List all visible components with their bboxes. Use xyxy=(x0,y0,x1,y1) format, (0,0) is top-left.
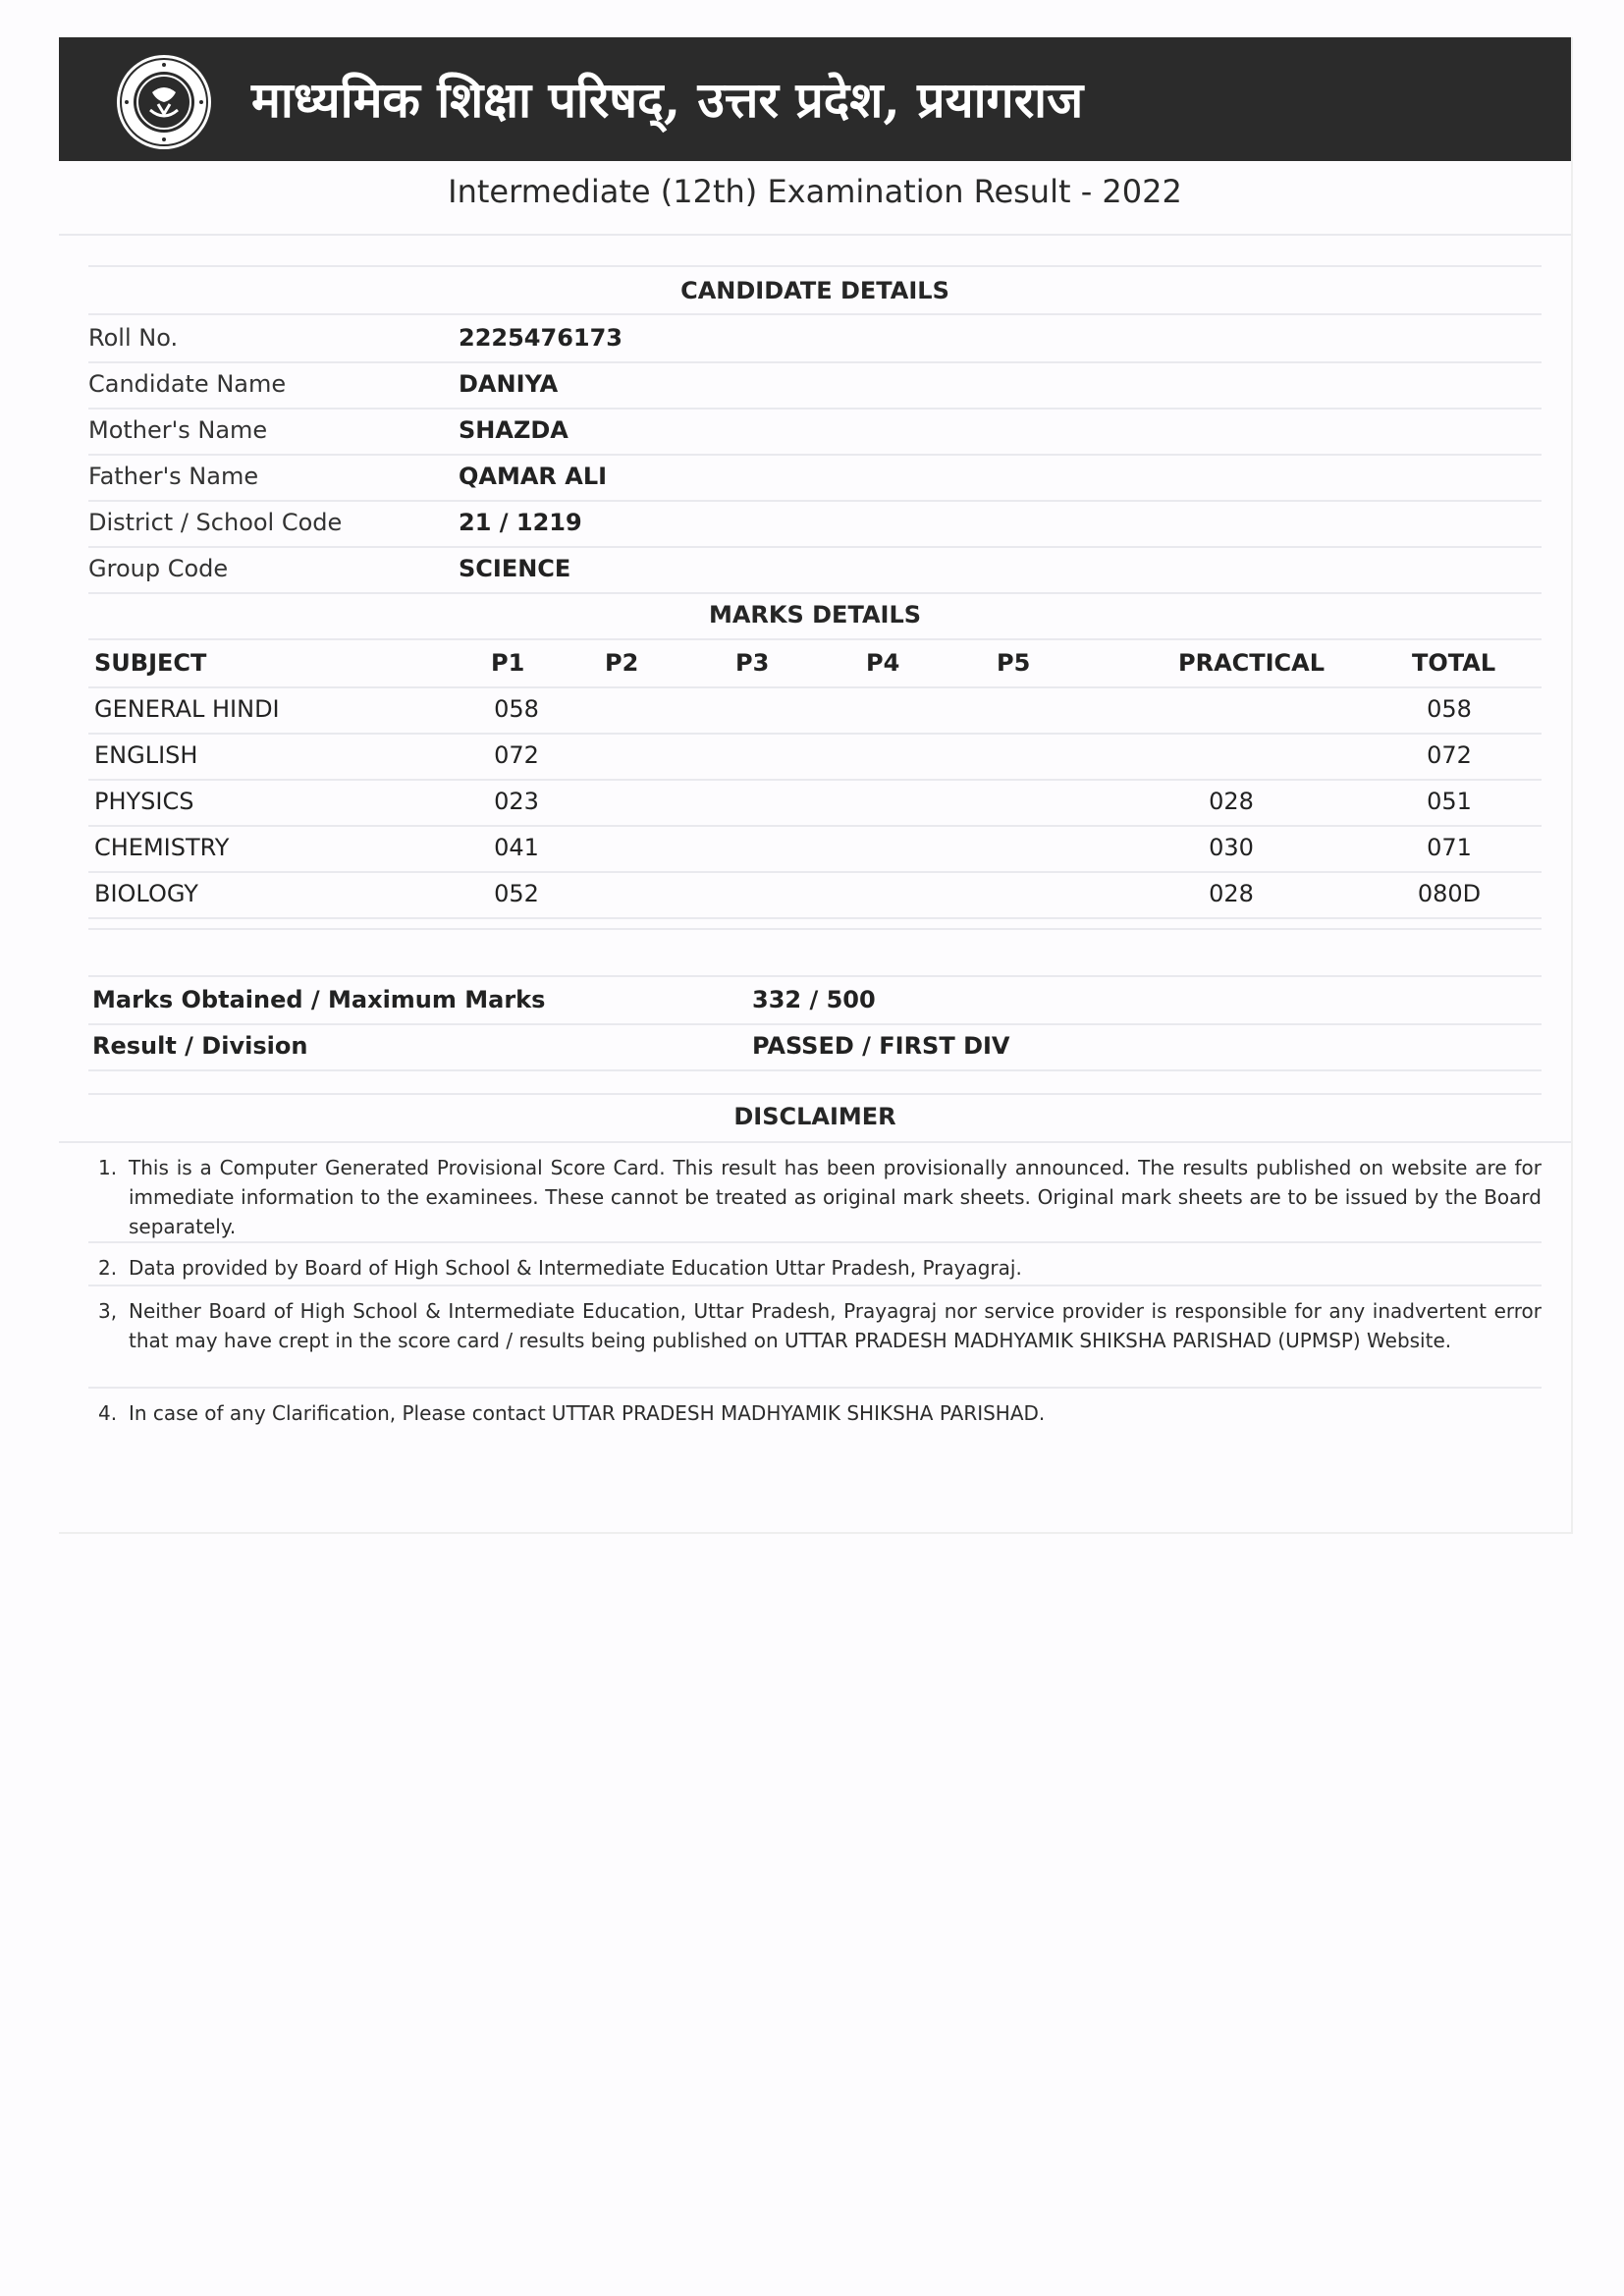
col-header-p5: P5 xyxy=(997,649,1031,677)
col-header-total: TOTAL xyxy=(1412,649,1496,677)
field-group-code xyxy=(88,546,1542,594)
field-district-school-code xyxy=(88,500,1542,548)
p1-cell: 023 xyxy=(494,788,539,815)
total-cell: 071 xyxy=(1427,834,1472,861)
col-header-p4: P4 xyxy=(866,649,900,677)
table-row xyxy=(88,779,1542,827)
field-label: Candidate Name xyxy=(88,370,287,398)
disclaimer-number: 3, xyxy=(98,1299,118,1323)
field-value: 21 / 1219 xyxy=(459,509,582,536)
field-value: SCIENCE xyxy=(459,555,571,582)
col-header-practical: PRACTICAL xyxy=(1178,649,1326,677)
field-mothers-name xyxy=(88,408,1542,456)
divider xyxy=(59,234,1571,236)
field-label: Roll No. xyxy=(88,324,179,352)
field-roll-no xyxy=(88,315,1542,363)
total-cell: 080D xyxy=(1417,880,1482,907)
subject-cell: CHEMISTRY xyxy=(94,834,230,861)
table-row xyxy=(88,825,1542,873)
col-header-p2: P2 xyxy=(605,649,639,677)
result-division-label: Result / Division xyxy=(92,1032,308,1060)
marks-obtained-label: Marks Obtained / Maximum Marks xyxy=(92,986,546,1013)
total-cell: 058 xyxy=(1427,695,1472,723)
exam-title: Intermediate (12th) Examination Result - 2022 xyxy=(448,173,1182,210)
field-candidate-name xyxy=(88,361,1542,410)
disclaimer-text: Neither Board of High School & Intermediate Education, Uttar Pradesh, Prayagraj nor service provider is responsible for any inadvertent error that may have crept in the score card / results being published on UTTAR PRADESH MADHYAMIK SHIKSHA PARISHAD (UPMSP) Website. xyxy=(129,1299,1542,1352)
field-label: Mother's Name xyxy=(88,416,268,444)
table-row xyxy=(88,686,1542,735)
disclaimer-number: 4. xyxy=(98,1401,118,1425)
marks-header-row xyxy=(88,640,1542,688)
field-value: SHAZDA xyxy=(459,416,568,444)
total-cell: 072 xyxy=(1427,741,1472,769)
disclaimer-number: 1. xyxy=(98,1156,118,1179)
marks-obtained-value: 332 / 500 xyxy=(752,986,876,1013)
result-sheet xyxy=(59,37,1573,1534)
subject-cell: GENERAL HINDI xyxy=(94,695,280,723)
disclaimer-title: DISCLAIMER xyxy=(733,1103,896,1130)
disclaimer-text: In case of any Clarification, Please contact UTTAR PRADESH MADHYAMIK SHIKSHA PARISHAD. xyxy=(129,1401,1046,1425)
field-label: Father's Name xyxy=(88,463,259,490)
field-label: Group Code xyxy=(88,555,229,582)
col-header-subject: SUBJECT xyxy=(94,649,207,677)
divider xyxy=(88,928,1542,930)
divider xyxy=(88,265,1542,267)
disclaimer-item xyxy=(88,1389,1542,1430)
disclaimer-text: This is a Computer Generated Provisional Score Card. This result has been provisionally announced. The results published on website are for immediate information to the examinees. These cannot be treated as original mark sheets. Original mark sheets are to be issued by the Board separately. xyxy=(129,1156,1542,1238)
total-cell: 051 xyxy=(1427,788,1472,815)
marks-summary-row xyxy=(88,977,1542,1025)
field-value: QAMAR ALI xyxy=(459,463,608,490)
disclaimer-item xyxy=(88,1286,1542,1389)
result-division-row xyxy=(88,1023,1542,1071)
disclaimer-item xyxy=(88,1143,1542,1243)
header-banner xyxy=(59,37,1571,161)
divider xyxy=(88,1093,1542,1095)
col-header-p3: P3 xyxy=(735,649,770,677)
col-header-p1: P1 xyxy=(491,649,525,677)
result-division-value: PASSED / FIRST DIV xyxy=(752,1032,1010,1060)
practical-cell: 028 xyxy=(1209,880,1254,907)
p1-cell: 072 xyxy=(494,741,539,769)
practical-cell: 028 xyxy=(1209,788,1254,815)
p1-cell: 041 xyxy=(494,834,539,861)
subject-cell: ENGLISH xyxy=(94,741,198,769)
disclaimer-number: 2. xyxy=(98,1256,118,1280)
up-government-seal-icon xyxy=(115,53,213,151)
p1-cell: 052 xyxy=(494,880,539,907)
disclaimer-item xyxy=(88,1243,1542,1286)
field-label: District / School Code xyxy=(88,509,343,536)
disclaimer-text: Data provided by Board of High School & Intermediate Education Uttar Pradesh, Prayagraj. xyxy=(129,1256,1022,1280)
board-name-hindi: माध्यमिक शिक्षा परिषद्, उत्तर प्रदेश, प्रयागराज xyxy=(251,71,1084,129)
subject-cell: BIOLOGY xyxy=(94,880,198,907)
table-row xyxy=(88,733,1542,781)
practical-cell: 030 xyxy=(1209,834,1254,861)
subject-cell: PHYSICS xyxy=(94,788,194,815)
table-row xyxy=(88,871,1542,919)
field-value: 2225476173 xyxy=(459,324,623,352)
field-fathers-name xyxy=(88,454,1542,502)
candidate-details-title: CANDIDATE DETAILS xyxy=(680,277,949,304)
p1-cell: 058 xyxy=(494,695,539,723)
field-value: DANIYA xyxy=(459,370,559,398)
marks-details-title: MARKS DETAILS xyxy=(708,601,922,629)
